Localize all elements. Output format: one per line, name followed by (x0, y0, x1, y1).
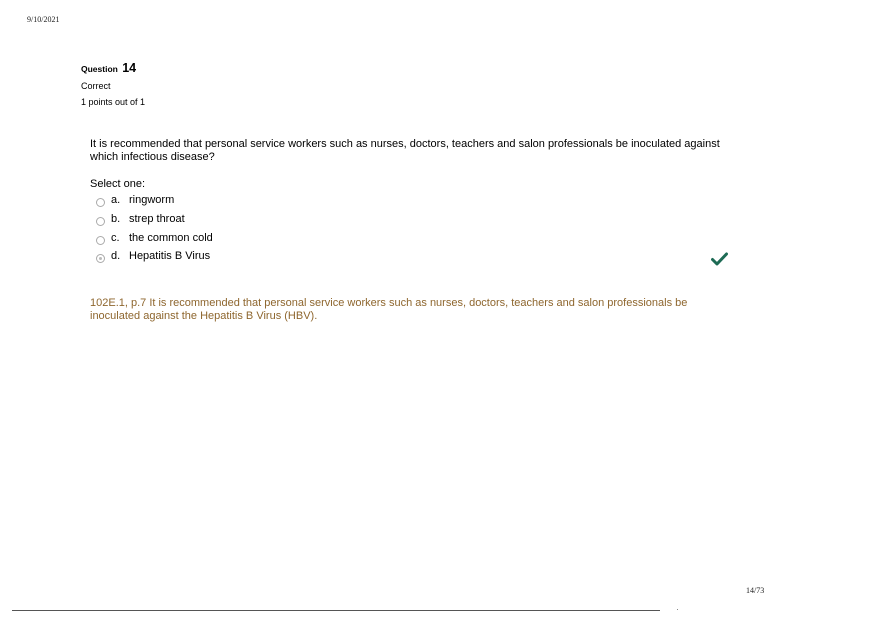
option-letter: d. (111, 250, 121, 262)
option-label: the common cold (129, 232, 213, 244)
option-letter: a. (111, 194, 121, 206)
option-a[interactable] (96, 193, 174, 207)
option-letter: c. (111, 232, 120, 244)
question-label: Question (81, 64, 118, 74)
option-b[interactable] (96, 212, 185, 226)
option-c[interactable] (96, 231, 213, 245)
question-number: 14 (122, 61, 137, 75)
radio-button[interactable] (96, 236, 105, 245)
question-heading (81, 61, 145, 75)
print-date: 9/10/2021 (27, 15, 60, 24)
question-info (81, 61, 145, 107)
footer-mark (677, 609, 678, 610)
option-d[interactable] (96, 249, 210, 263)
feedback-text: 102E.1, p.7 It is recommended that personal service workers such as nurses, doctors, teachers and salon professionals be inoculated against the Hepatitis B Virus (HBV). (90, 297, 688, 322)
question-grade: 1 points out of 1 (81, 97, 146, 107)
footer-divider (12, 610, 660, 611)
page-number: 14/73 (746, 586, 765, 595)
option-label: strep throat (129, 213, 185, 225)
radio-button[interactable] (96, 198, 105, 207)
option-letter: b. (111, 213, 121, 225)
select-prompt: Select one: (90, 178, 146, 190)
option-label: ringworm (129, 194, 175, 206)
option-label: Hepatitis B Virus (129, 250, 211, 262)
radio-button[interactable] (96, 217, 105, 226)
question-text: It is recommended that personal service workers such as nurses, doctors, teachers and salon professionals be inoculated against which infectious disease? (90, 138, 720, 163)
radio-button-selected[interactable] (96, 254, 105, 263)
question-state: Correct (81, 81, 111, 91)
check-icon (711, 252, 728, 266)
